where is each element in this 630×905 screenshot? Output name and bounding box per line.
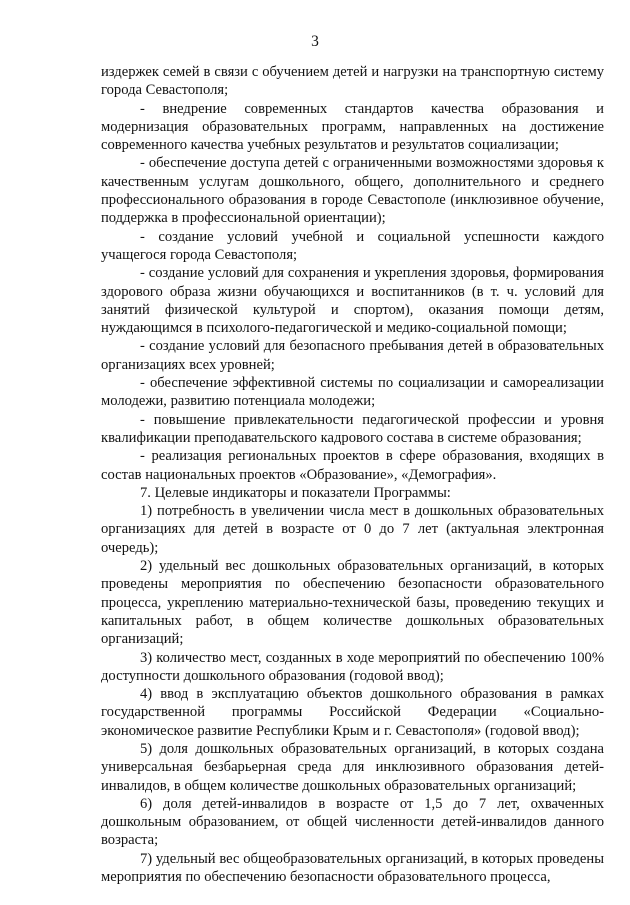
indicator-item-1: 1) потребность в увеличении числа мест в дошкольных образовательных организациях для детей в возрасте от 0 до 7 лет (актуальная электронная очередь); — [101, 503, 604, 556]
indicator-item-4: 4) ввод в эксплуатацию объектов дошкольного образования в рамках государственной программы Российской Федерации «Социально-экономическое развитие Республики Крым и г. Севастополя» (годовой ввод); — [101, 686, 604, 739]
list-item-academic-success: - создание условий учебной и социальной успешности каждого учащегося города Севастополя; — [101, 228, 604, 263]
list-item-safety: - создание условий для безопасного пребывания детей в образовательных организациях всех уровней; — [101, 338, 604, 373]
indicator-item-6: 6) доля детей-инвалидов в возрасте от 1,5 до 7 лет, охваченных дошкольным образованием, от общей численности детей-инвалидов данного возраста; — [101, 795, 604, 849]
document-body — [101, 63, 604, 886]
indicator-item-5: 5) доля дошкольных образовательных организаций, в которых создана универсальная безбарьерная среда для инклюзивного образования детей-инвалидов, в общем количестве дошкольных образовательных организаций; — [101, 740, 604, 794]
indicator-item-3: 3) количество мест, созданных в ходе мероприятий по обеспечению 100% доступности дошкольного образования (годовой ввод); — [101, 649, 604, 684]
list-item-regional-projects: - реализация региональных проектов в сфере образования, входящих в состав национальных проектов «Образование», «Демография». — [101, 448, 604, 483]
indicator-item-7: 7) удельный вес общеобразовательных организаций, в которых проведены мероприятия по обеспечению безопасности образовательного процесса, — [101, 850, 604, 886]
list-item-health: - создание условий для сохранения и укрепления здоровья, формирования здорового образа жизни обучающихся и воспитанников (в т. ч. условий для занятий физической культурой и спортом), оказания помощи детям, нуждающимся в психолого-педагогической и медико-социальной помощи; — [101, 265, 604, 337]
list-item-youth: - обеспечение эффективной системы по социализации и самореализации молодежи, развитию потенциала молодежи; — [101, 375, 604, 410]
list-item-teaching-profession: - повышение привлекательности педагогической профессии и уровня квалификации преподавательского кадрового состава в системе образования; — [101, 411, 604, 446]
page-number: 3 — [311, 33, 319, 50]
indicator-item-2: 2) удельный вес дошкольных образовательных организаций, в которых проведены мероприятия по обеспечению безопасности образовательного процесса, укреплению материально-технической базы, проведению текущих и капитальных работ, в общем количестве дошкольных образовательных организаций; — [101, 558, 604, 648]
paragraph-continuation: издержек семей в связи с обучением детей и нагрузки на транспортную систему города Севастополя; — [101, 64, 604, 99]
list-item-standards: - внедрение современных стандартов качества образования и модернизация образовательных программ, направленных на достижение современного качества учебных результатов и результатов социализации; — [101, 100, 604, 154]
list-item-inclusive-access: - обеспечение доступа детей с ограниченными возможностями здоровья к качественным услугам дошкольного, общего, дополнительного и среднего профессионального образования в городе Севастополе (инклюзивное обучение, поддержка в профессиональной ориентации); — [101, 155, 604, 227]
section-heading-indicators: 7. Целевые индикаторы и показатели Программы: — [140, 484, 451, 501]
